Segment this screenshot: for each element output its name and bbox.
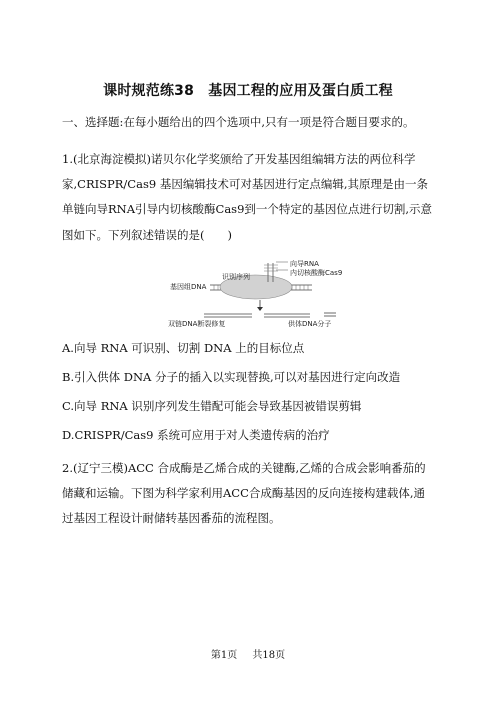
option-a: A.向导 RNA 可识别、切割 DNA 上的目标位点 <box>62 341 305 355</box>
recognition-sequence-label: 识别序列 <box>222 273 250 281</box>
crispr-cas9-diagram <box>160 256 360 328</box>
section-heading: 一、选择题:在每小题给出的四个选项中,只有一项是符合题目要求的。 <box>62 115 415 129</box>
option-c: C.向导 RNA 识别序列发生错配可能会导致基因被错误剪辑 <box>62 399 362 413</box>
question-2-line: 储藏和运输。下图为科学家利用ACC合成酶基因的反向连接构建载体,通 <box>62 486 426 500</box>
donor-dna-label: 供体DNA分子 <box>288 320 332 328</box>
genome-dna-label: 基因组DNA <box>170 283 207 291</box>
option-b: B.引入供体 DNA 分子的插入以实现替换,可以对基因进行定向改造 <box>62 370 401 384</box>
option-d: D.CRISPR/Cas9 系统可应用于对人类遗传病的治疗 <box>62 428 330 442</box>
cas9-label: 内切核酸酶Cas9 <box>290 269 343 277</box>
question-1-line: 1.(北京海淀模拟)诺贝尔化学奖颁给了开发基因组编辑方法的两位科学 <box>62 152 416 166</box>
question-2-line: 过基因工程设计耐储转基因番茄的流程图。 <box>62 511 281 525</box>
dsb-repair-label: 双链DNA断裂修复 <box>168 320 226 328</box>
question-1-line: 单链向导RNA引导内切核酸酶Cas9到一个特定的基因位点进行切割,示意 <box>62 202 433 216</box>
question-2-line: 2.(辽宁三模)ACC 合成酶是乙烯合成的关键酶,乙烯的合成会影响番茄的 <box>62 461 426 475</box>
guide-rna-label: 向导RNA <box>290 260 319 268</box>
page-number: 第1页 <box>210 650 238 661</box>
page-footer <box>0 646 496 661</box>
total-pages: 共18页 <box>252 650 286 661</box>
question-1-line: 图如下。下列叙述错误的是( ) <box>62 228 232 242</box>
page-title: 课时规范练38 基因工程的应用及蛋白质工程 <box>103 83 393 99</box>
question-1-line: 家,CRISPR/Cas9 基因编辑技术可对基因进行定点编辑,其原理是由一条 <box>62 177 428 191</box>
